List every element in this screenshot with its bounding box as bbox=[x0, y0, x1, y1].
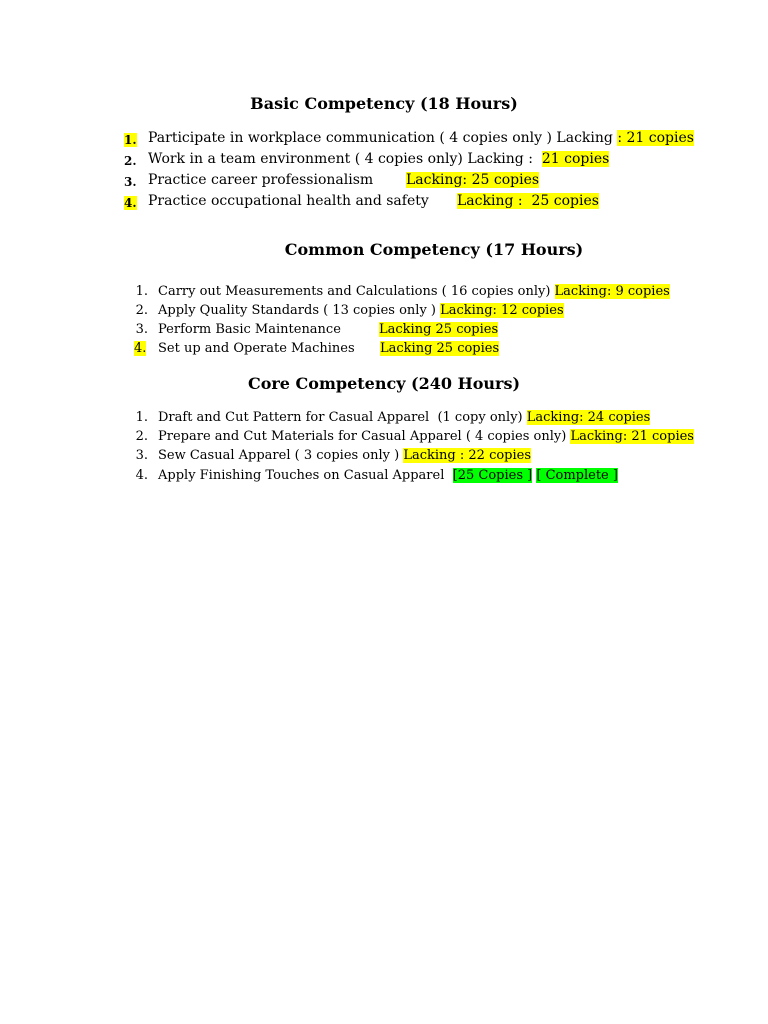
list-number: 4. bbox=[135, 468, 148, 483]
list-item bbox=[158, 429, 694, 444]
lacking-highlight: Lacking: 24 copies bbox=[526, 410, 651, 425]
item-text: Sew Casual Apparel ( 3 copies only ) bbox=[158, 448, 404, 463]
item-text: Apply Finishing Touches on Casual Apparel bbox=[158, 468, 453, 483]
item-text: Apply Quality Standards ( 13 copies only ) bbox=[158, 303, 441, 318]
lacking-highlight: Lacking 25 copies bbox=[379, 322, 499, 337]
lacking-highlight: Lacking: 9 copies bbox=[554, 284, 670, 299]
section-heading-basic: Basic Competency (18 Hours) bbox=[250, 94, 518, 113]
lacking-highlight: Lacking: 25 copies bbox=[406, 172, 540, 188]
list-number: 1. bbox=[135, 284, 148, 299]
list-number: 2. bbox=[135, 303, 148, 318]
lacking-highlight: Lacking: 12 copies bbox=[440, 303, 564, 318]
list-item bbox=[158, 468, 618, 483]
item-text: Practice career professionalism bbox=[148, 172, 374, 188]
item-text: Perform Basic Maintenance bbox=[158, 322, 341, 337]
list-number: 4. bbox=[134, 341, 147, 356]
list-item bbox=[148, 130, 694, 146]
section-heading-common: Common Competency (17 Hours) bbox=[284, 240, 584, 259]
list-item bbox=[158, 448, 531, 463]
list-number: 4. bbox=[124, 196, 137, 210]
list-number: 1. bbox=[124, 133, 137, 147]
list-number: 2. bbox=[135, 429, 148, 444]
item-text: Prepare and Cut Materials for Casual Apparel ( 4 copies only) bbox=[158, 429, 571, 444]
list-item bbox=[158, 410, 650, 425]
list-item bbox=[148, 193, 429, 209]
list-item bbox=[158, 322, 341, 337]
lacking-highlight: Lacking : 25 copies bbox=[457, 193, 599, 209]
status-complete-highlight: [ Complete ] bbox=[536, 468, 618, 483]
list-number: 3. bbox=[135, 448, 148, 463]
list-number: 1. bbox=[135, 410, 148, 425]
lacking-highlight: Lacking: 21 copies bbox=[570, 429, 694, 444]
lacking-highlight: Lacking : 22 copies bbox=[403, 448, 532, 463]
list-item bbox=[148, 151, 609, 167]
list-item bbox=[158, 303, 564, 318]
item-text: Practice occupational health and safety bbox=[148, 193, 429, 209]
list-item bbox=[148, 172, 373, 188]
list-number: 3. bbox=[124, 175, 137, 189]
item-text: Participate in workplace communication ( 4 copies only ) Lacking bbox=[148, 130, 618, 146]
section-heading-core: Core Competency (240 Hours) bbox=[247, 374, 521, 393]
item-text: Carry out Measurements and Calculations ( 16 copies only) bbox=[158, 284, 555, 299]
item-text: Set up and Operate Machines bbox=[158, 341, 355, 356]
list-item bbox=[158, 341, 355, 356]
list-number: 3. bbox=[135, 322, 148, 337]
copies-complete-highlight: [25 Copies ] bbox=[452, 468, 533, 483]
list-number: 2. bbox=[124, 154, 137, 168]
item-text: Work in a team environment ( 4 copies only) Lacking : bbox=[148, 151, 542, 167]
item-text: Draft and Cut Pattern for Casual Apparel (1 copy only) bbox=[158, 410, 527, 425]
lacking-highlight: : 21 copies bbox=[617, 130, 694, 146]
lacking-highlight: Lacking 25 copies bbox=[380, 341, 500, 356]
lacking-highlight: 21 copies bbox=[541, 151, 610, 167]
list-item bbox=[158, 284, 670, 299]
